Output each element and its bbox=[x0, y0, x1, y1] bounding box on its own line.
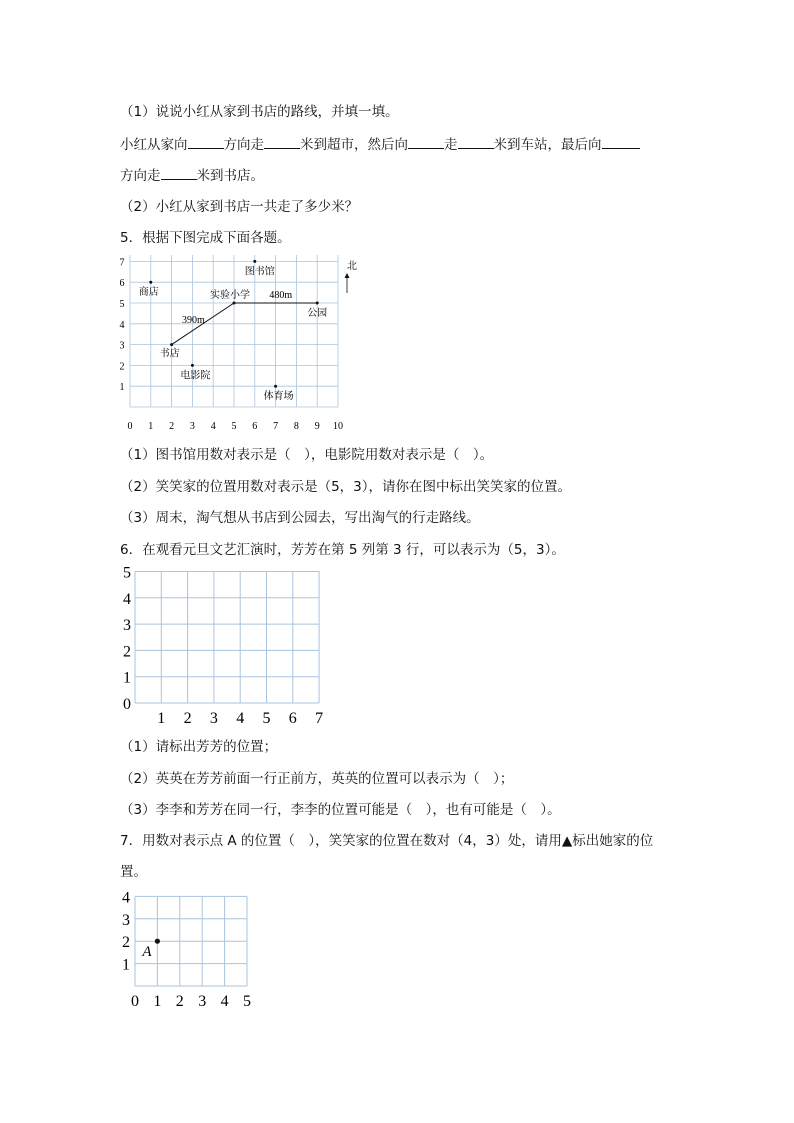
place-point bbox=[170, 343, 173, 346]
q7-line1: 7．用数对表示点 A 的位置（ ），笑笑家的位置在数对（4，3）处，请用▲标出她家的位 bbox=[120, 833, 654, 849]
place-label: 电影院 bbox=[180, 370, 211, 382]
x-tick-label: 2 bbox=[175, 993, 184, 1010]
y-tick-label: 0 bbox=[123, 696, 131, 713]
map-labels bbox=[139, 260, 327, 402]
fill-text: 米到超市，然后向 bbox=[300, 137, 408, 153]
y-tick-label: 6 bbox=[119, 278, 125, 290]
x-tick-label: 5 bbox=[262, 710, 271, 727]
x-tick-label: 1 bbox=[148, 421, 154, 432]
y-tick-label: 3 bbox=[122, 911, 130, 929]
x-tick-label: 9 bbox=[314, 421, 320, 432]
place-label: 体育场 bbox=[263, 391, 294, 403]
q5-sub3: （3）周末，淘气想从书店到公园去，写出淘气的行走路线。 bbox=[120, 510, 480, 526]
q6-sub3: （3）李李和芳芳在同一行，李李的位置可能是（ ），也有可能是（ ）。 bbox=[120, 802, 561, 818]
q5-sub2: （2）笑笑家的位置用数对表示是（5，3），请你在图中标出笑笑家的位置。 bbox=[120, 479, 572, 495]
answer-blank[interactable] bbox=[602, 135, 640, 149]
y-tick-label: 7 bbox=[119, 257, 125, 269]
answer-blank[interactable] bbox=[188, 135, 224, 149]
q4-sub2: （2）小红从家到书店一共走了多少米？ bbox=[120, 199, 359, 215]
fill-text: 小红从家向 bbox=[120, 137, 188, 153]
north-arrow-icon bbox=[345, 273, 350, 293]
q6-sub2: （2）英英在芳芳前面一行正前方，英英的位置可以表示为（ ）； bbox=[120, 771, 514, 787]
y-tick-label: 2 bbox=[123, 643, 131, 661]
q6-sub1: （1）请标出芳芳的位置； bbox=[120, 739, 278, 755]
place-point bbox=[191, 364, 194, 367]
x-tick-label: 2 bbox=[183, 710, 192, 727]
x-tick-label: 6 bbox=[252, 421, 258, 432]
x-tick-label: 4 bbox=[236, 710, 245, 727]
y-tick-label: 3 bbox=[119, 340, 125, 352]
y-tick-label: 2 bbox=[122, 934, 130, 952]
q5-title: 5．根据下图完成下面各题。 bbox=[120, 230, 291, 246]
fill-text: 方向走 bbox=[223, 137, 264, 153]
place-point bbox=[316, 302, 319, 305]
place-point bbox=[233, 302, 236, 305]
y-tick-label: 3 bbox=[123, 617, 131, 635]
y-tick-label: 1 bbox=[123, 669, 131, 687]
point-a-label: A bbox=[142, 944, 152, 961]
y-tick-label: 1 bbox=[119, 382, 125, 394]
place-point bbox=[253, 260, 256, 263]
y-tick-label: 4 bbox=[122, 889, 130, 907]
x-tick-label: 4 bbox=[210, 421, 216, 432]
x-tick-label: 3 bbox=[198, 993, 207, 1010]
place-label: 书店 bbox=[159, 348, 180, 360]
place-label: 公园 bbox=[307, 308, 328, 319]
y-tick-label: 4 bbox=[123, 590, 131, 608]
q4-fill-line1 bbox=[120, 135, 640, 154]
fill-text: 米到书店。 bbox=[196, 168, 264, 184]
map-grid bbox=[120, 255, 344, 432]
x-tick-label: 6 bbox=[288, 710, 297, 727]
x-tick-label: 2 bbox=[169, 421, 175, 432]
x-tick-label: 8 bbox=[293, 421, 299, 432]
route-label: 480m bbox=[269, 289, 293, 301]
y-tick-label: 5 bbox=[123, 565, 131, 582]
route-label: 390m bbox=[182, 314, 205, 326]
x-tick-label: 5 bbox=[243, 993, 251, 1010]
y-tick-label: 4 bbox=[119, 319, 125, 331]
x-tick-label: 5 bbox=[231, 421, 237, 432]
place-label: 图书馆 bbox=[244, 266, 275, 278]
place-label: 商店 bbox=[138, 287, 159, 299]
q7-grid bbox=[110, 885, 270, 1015]
q5-sub1: （1）图书馆用数对表示是（ ），电影院用数对表示是（ ）。 bbox=[120, 447, 494, 463]
x-tick-label: 0 bbox=[127, 421, 133, 432]
x-tick-label: 4 bbox=[220, 993, 229, 1010]
place-point bbox=[274, 385, 277, 388]
place-point bbox=[149, 281, 152, 284]
x-tick-label: 3 bbox=[209, 710, 218, 727]
answer-blank[interactable] bbox=[161, 166, 197, 180]
x-tick-label: 1 bbox=[153, 993, 162, 1010]
q7-line2: 置。 bbox=[120, 864, 147, 880]
answer-blank[interactable] bbox=[408, 135, 444, 149]
q6-title: 6．在观看元旦文艺汇演时，芳芳在第 5 列第 3 行，可以表示为（5，3）。 bbox=[120, 542, 565, 558]
place-label: 实验小学 bbox=[210, 290, 250, 301]
answer-blank[interactable] bbox=[458, 135, 494, 149]
x-tick-label: 7 bbox=[273, 421, 279, 432]
point-a bbox=[155, 939, 160, 944]
fill-text: 米到车站，最后向 bbox=[493, 137, 602, 153]
answer-blank[interactable] bbox=[264, 135, 300, 149]
fill-text: 走 bbox=[444, 137, 458, 153]
north-label: 北 bbox=[347, 261, 357, 272]
q4-sub1: （1）说说小红从家到书店的路线，并填一填。 bbox=[120, 104, 399, 120]
y-tick-label: 1 bbox=[122, 956, 130, 974]
fill-text: 方向走 bbox=[120, 168, 161, 184]
q5-map bbox=[110, 255, 370, 440]
x-tick-label: 10 bbox=[333, 421, 343, 432]
x-tick-label: 0 bbox=[131, 993, 139, 1010]
y-tick-label: 2 bbox=[119, 361, 125, 373]
q4-fill-line2 bbox=[120, 166, 264, 185]
y-tick-label: 5 bbox=[119, 299, 125, 310]
x-tick-label: 7 bbox=[315, 710, 324, 727]
x-tick-label: 3 bbox=[189, 421, 195, 432]
x-tick-label: 1 bbox=[157, 710, 166, 727]
q6-grid bbox=[110, 565, 340, 730]
